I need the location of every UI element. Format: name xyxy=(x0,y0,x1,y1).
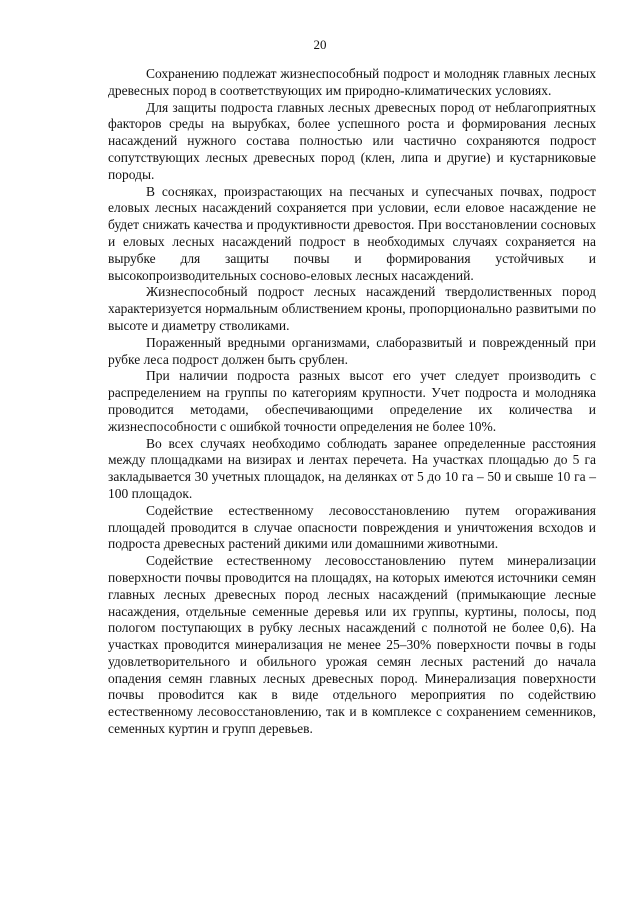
paragraph: При наличии подроста разных высот его учет следует производить с распределением на группы по категориям крупности. Учет подроста и молодняка проводится методами, обеспечивающими определение их количества и жизнеспособности с ошибкой точности определения не более 10%. xyxy=(108,368,596,434)
body-text xyxy=(108,66,596,738)
paragraph: Пораженный вредными организмами, слаборазвитый и поврежденный при рубке леса подрост должен быть срублен. xyxy=(108,334,596,367)
paragraph: Сохранению подлежат жизнеспособный подрост и молодняк главных лесных древесных пород в соответствующих им природно-климатических условиях. xyxy=(108,66,596,98)
paragraph: В сосняках, произрастающих на песчаных и супесчаных почвах, подрост еловых лесных насаждений сохраняется при условии, если еловое насаждение не будет снижать качества и продуктивности древостоя. При восстановлении сосновых и еловых лесных насаждений подрост в необходимых случаях сохраняется на вырубке для защиты почвы и формирования устойчивых и высокопроизводительных сосново-еловых лесных насаждений. xyxy=(108,183,596,283)
page-number: 20 xyxy=(313,37,327,52)
paragraph: Содействие естественному лесовосстановлению путем огораживания площадей проводится в случае опасности повреждения и уничтожения всходов и подроста древесных растений дикими или домашними животными. xyxy=(108,502,596,552)
paragraph: Во всех случаях необходимо соблюдать заранее определенные расстояния между площадками на визирах и лентах перечета. На участках площадью до 5 га закладывается 30 учетных площадок, на делянках от 5 до 10 га – 50 и свыше 10 га – 100 площадок. xyxy=(108,435,596,501)
paragraph: Содействие естественному лесовосстановлению путем минерализации поверхности почвы проводится на площадях, на которых имеются источники семян главных лесных древесных пород лесных насаждений (примыкающие лесные насаждения, отдельные семенные деревья или их группы, куртины, полосы, под пологом поступающих в рубку лесных насаждений с полнотой не более 0,6). На участках проводится минерализация не менее 25–30% поверхности почвы в годы удовлетворительного и обильного урожая семян лесных растений до начала опадения семян главных лесных древесных пород. Минерализация поверхности почвы провоdится как в виде отдельного мероприятия по содействию естественному лесовосстановлению, так и в комплексе с сохранением семенников, семенных куртин и групп деревьев. xyxy=(108,553,596,737)
paragraph: Жизнеспособный подрост лесных насаждений твердолиственных пород характеризуется нормальным облиствением кроны, пропорционально развитыми по высоте и диаметру стволиками. xyxy=(108,284,596,333)
paragraph: Для защиты подроста главных лесных древесных пород от неблагоприятных факторов среды на вырубках, более успешного роста и формирования лесных насаждений нужного состава полностью или частично сохраняются подрост сопутствующих лесных древесных пород (клен, липа и другие) и кустарниковые породы. xyxy=(108,99,596,182)
